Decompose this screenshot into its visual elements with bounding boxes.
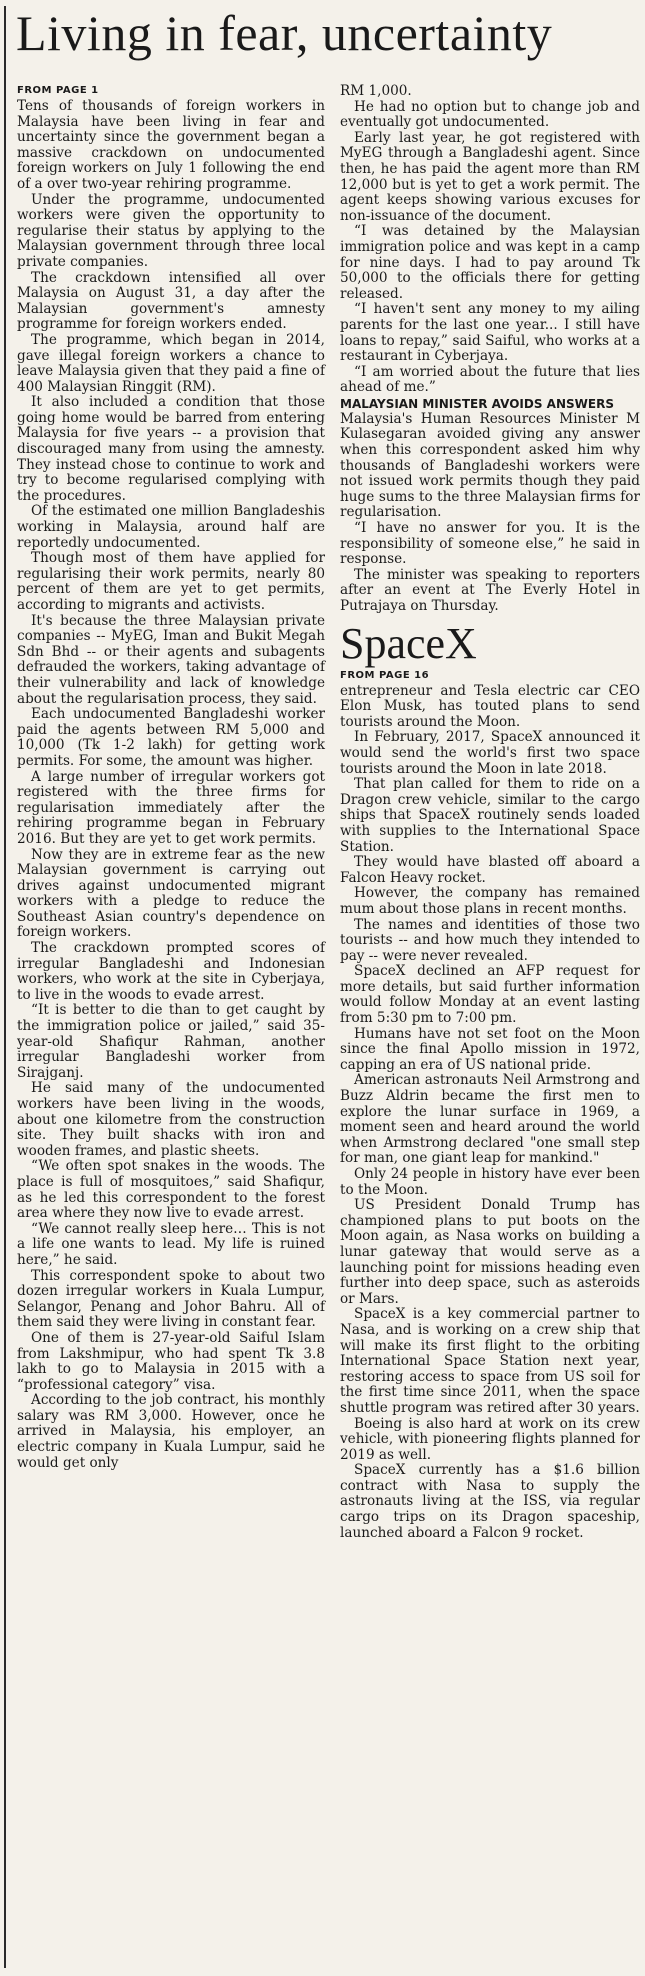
article-paragraph: In February, 2017, SpaceX announced it would send the world's first two space tourists around the Moon in late 2018. — [340, 729, 640, 777]
article-paragraph: The crackdown intensified all over Malaysia on August 31, a day after the Malaysian government's amnesty programme for foreign workers ended. — [17, 269, 325, 333]
from-page-label: FROM PAGE 16 — [340, 669, 430, 681]
article-paragraph: A large number of irregular workers got registered with the three firms for regularisation immediately after the rehiring programme began in February 2016. But they are yet to get work permits. — [17, 768, 325, 847]
article-paragraph: He said many of the undocumented workers have been living in the woods, about one kilometre from the construction site. They built shacks with iron and wooden frames, and plastic sheets. — [17, 1080, 325, 1159]
article-paragraph: SpaceX is a key commercial partner to Nasa, and is working on a crew ship that will make its first flight to the orbiting International Space Station next year, restoring access to space from US soil for the first time since 2011, when the space shuttle program was retired after 30 years. — [340, 1306, 640, 1416]
article-headline: Living in fear, uncertainty — [16, 5, 553, 61]
article-paragraph: Now they are in extreme fear as the new Malaysian government is carrying out drives against undocumented migrant workers with a pledge to reduce the Southeast Asian country's dependence on foreign workers. — [17, 846, 325, 941]
article-paragraph: “It is better to die than to get caught by the immigration police or jailed,” said 35-year-old Shafiqur Rahman, another irregular Bangladeshi worker from Sirajganj. — [17, 1002, 325, 1081]
article-paragraph: Though most of them have applied for regularising their work permits, nearly 80 percent of them are yet to get permits, according to migrants and activists. — [17, 550, 325, 613]
article-paragraph: entrepreneur and Tesla electric car CEO Elon Musk, has touted plans to send tourists around the Moon. — [340, 682, 640, 730]
article-paragraph: Of the estimated one million Bangladeshis working in Malaysia, around half are reportedly undocumented. — [17, 503, 325, 551]
article-paragraph: American astronauts Neil Armstrong and Buzz Aldrin became the first men to explore the lunar surface in 1969, a moment seen and heard around the world when Armstrong declared "one small step for man, one giant leap for mankind." — [340, 1072, 640, 1167]
article-paragraph: The names and identities of those two tourists -- and how much they intended to pay -- were never revealed. — [340, 916, 640, 964]
article-paragraph: The programme, which began in 2014, gave illegal foreign workers a chance to leave Malaysia given that they paid a fine of 400 Malaysian Ringgit (RM). — [17, 331, 325, 395]
article-paragraph: Tens of thousands of foreign workers in Malaysia have been living in fear and uncertainty since the government began a massive crackdown on undocumented foreign workers on July 1 following the end of a over two-year rehiring programme. — [17, 98, 325, 192]
article-paragraph: “We often spot snakes in the woods. The place is full of mosquitoes,” said Shafiqur, as he led this correspondent to the forest area where they now live to evade arrest. — [17, 1158, 325, 1222]
section-subhead: MALAYSIAN MINISTER AVOIDS ANSWERS — [340, 396, 614, 411]
article-paragraph: Malaysia's Human Resources Minister M Kulasegaran avoided giving any answer when this correspondent asked him why thousands of Bangladeshi workers were not issued work permits though they paid huge sums to the three Malaysian firms for regularisation. — [340, 410, 640, 521]
article-paragraph: SpaceX declined an AFP request for more details, but said further information would follow Monday at an event lasting from 5:30 pm to 7:00 pm. — [340, 963, 640, 1027]
article-paragraph: The minister was speaking to reporters after an event at The Everly Hotel in Putrajaya on Thursday. — [340, 566, 640, 614]
article-paragraph: Under the programme, undocumented workers were given the opportunity to regularise their status by applying to the Malaysian government through three local private companies. — [17, 191, 325, 270]
column-rule — [4, 6, 6, 1968]
right-column — [340, 84, 640, 1541]
article-paragraph: “We cannot really sleep here… This is not a life one wants to lead. My life is ruined here,” he said. — [17, 1220, 325, 1268]
article-paragraph: Boeing is also hard at work on its crew vehicle, with pioneering flights planned for 2019 as well. — [340, 1415, 640, 1463]
article-paragraph: The crackdown prompted scores of irregular Bangladeshi and Indonesian workers, who work at the site in Cyberjaya, to live in the woods to evade arrest. — [17, 940, 325, 1003]
article-paragraph: That plan called for them to ride on a Dragon crew vehicle, similar to the cargo ships that SpaceX routinely sends loaded with supplies to the International Space Station. — [340, 776, 640, 855]
article-paragraph: Early last year, he got registered with MyEG through a Bangladeshi agent. Since then, he has paid the agent more than RM 12,000 but is yet to get a work permit. The agent keeps showing various excuses for non-issuance of the document. — [340, 129, 640, 224]
article-paragraph: According to the job contract, his monthly salary was RM 3,000. However, once he arrived in Malaysia, his employer, an electric company in Kuala Lumpur, said he would get only — [17, 1392, 325, 1471]
article-paragraph: He had no option but to change job and eventually got undocumented. — [340, 98, 640, 131]
article-paragraph: “I haven't sent any money to my ailing parents for the last one year... I still have loans to repay,” said Saiful, who works at a restaurant in Cyberjaya. — [340, 301, 640, 365]
article-paragraph: “I have no answer for you. It is the responsibility of someone else,” he said in response. — [340, 520, 640, 568]
article-paragraph: “I was detained by the Malaysian immigration police and was kept in a camp for nine days. I had to pay around Tk 50,000 to the officials there for getting released. — [340, 223, 640, 302]
from-page-label: FROM PAGE 1 — [17, 85, 99, 96]
article-paragraph: SpaceX currently has a $1.6 billion contract with Nasa to supply the astronauts living at the ISS, via regular cargo trips on its Dragon spaceship, launched aboard a Falcon 9 rocket. — [340, 1462, 640, 1541]
article-paragraph: One of them is 27-year-old Saiful Islam from Lakshmipur, who had spent Tk 3.8 lakh to go to Malaysia in 2015 with a “professional category” visa. — [17, 1329, 325, 1393]
article-paragraph: Only 24 people in history have ever been to the Moon. — [340, 1166, 640, 1198]
article-paragraph: Humans have not set foot on the Moon since the final Apollo mission in 1972, capping an era of US national pride. — [340, 1025, 640, 1073]
left-column — [17, 84, 325, 1471]
article-continuation: RM 1,000. — [340, 83, 412, 99]
spacex-headline: SpaceX — [340, 618, 477, 668]
article-paragraph: Each undocumented Bangladeshi worker paid the agents between RM 5,000 and 10,000 (Tk 1-2 lakh) for getting work permits. For some, the amount was higher. — [17, 706, 325, 769]
article-paragraph: “I am worried about the future that lies ahead of me.” — [340, 363, 640, 396]
article-paragraph: It also included a condition that those going home would be barred from entering Malaysia for five years -- a provision that discouraged many from using the amnesty. They instead chose to continue to work and try to become regularised complying with the procedures. — [17, 394, 325, 504]
article-paragraph: However, the company has remained mum about those plans in recent months. — [340, 885, 640, 917]
article-paragraph: They would have blasted off aboard a Falcon Heavy rocket. — [340, 854, 640, 886]
article-paragraph: This correspondent spoke to about two dozen irregular workers in Kuala Lumpur, Selangor, Penang and Johor Bahru. All of them said they were living in constant fear. — [17, 1267, 325, 1331]
article-paragraph: US President Donald Trump has championed plans to put boots on the Moon again, as Nasa works on building a lunar gateway that would serve as a launching point for missions heading even further into deep space, such as asteroids or Mars. — [340, 1197, 640, 1307]
article-paragraph: It's because the three Malaysian private companies -- MyEG, Iman and Bukit Megah Sdn Bhd -- or their agents and subagents defrauded the workers, taking advantage of their vulnerability and lack of knowledge about the regularisation process, they said. — [17, 612, 325, 707]
